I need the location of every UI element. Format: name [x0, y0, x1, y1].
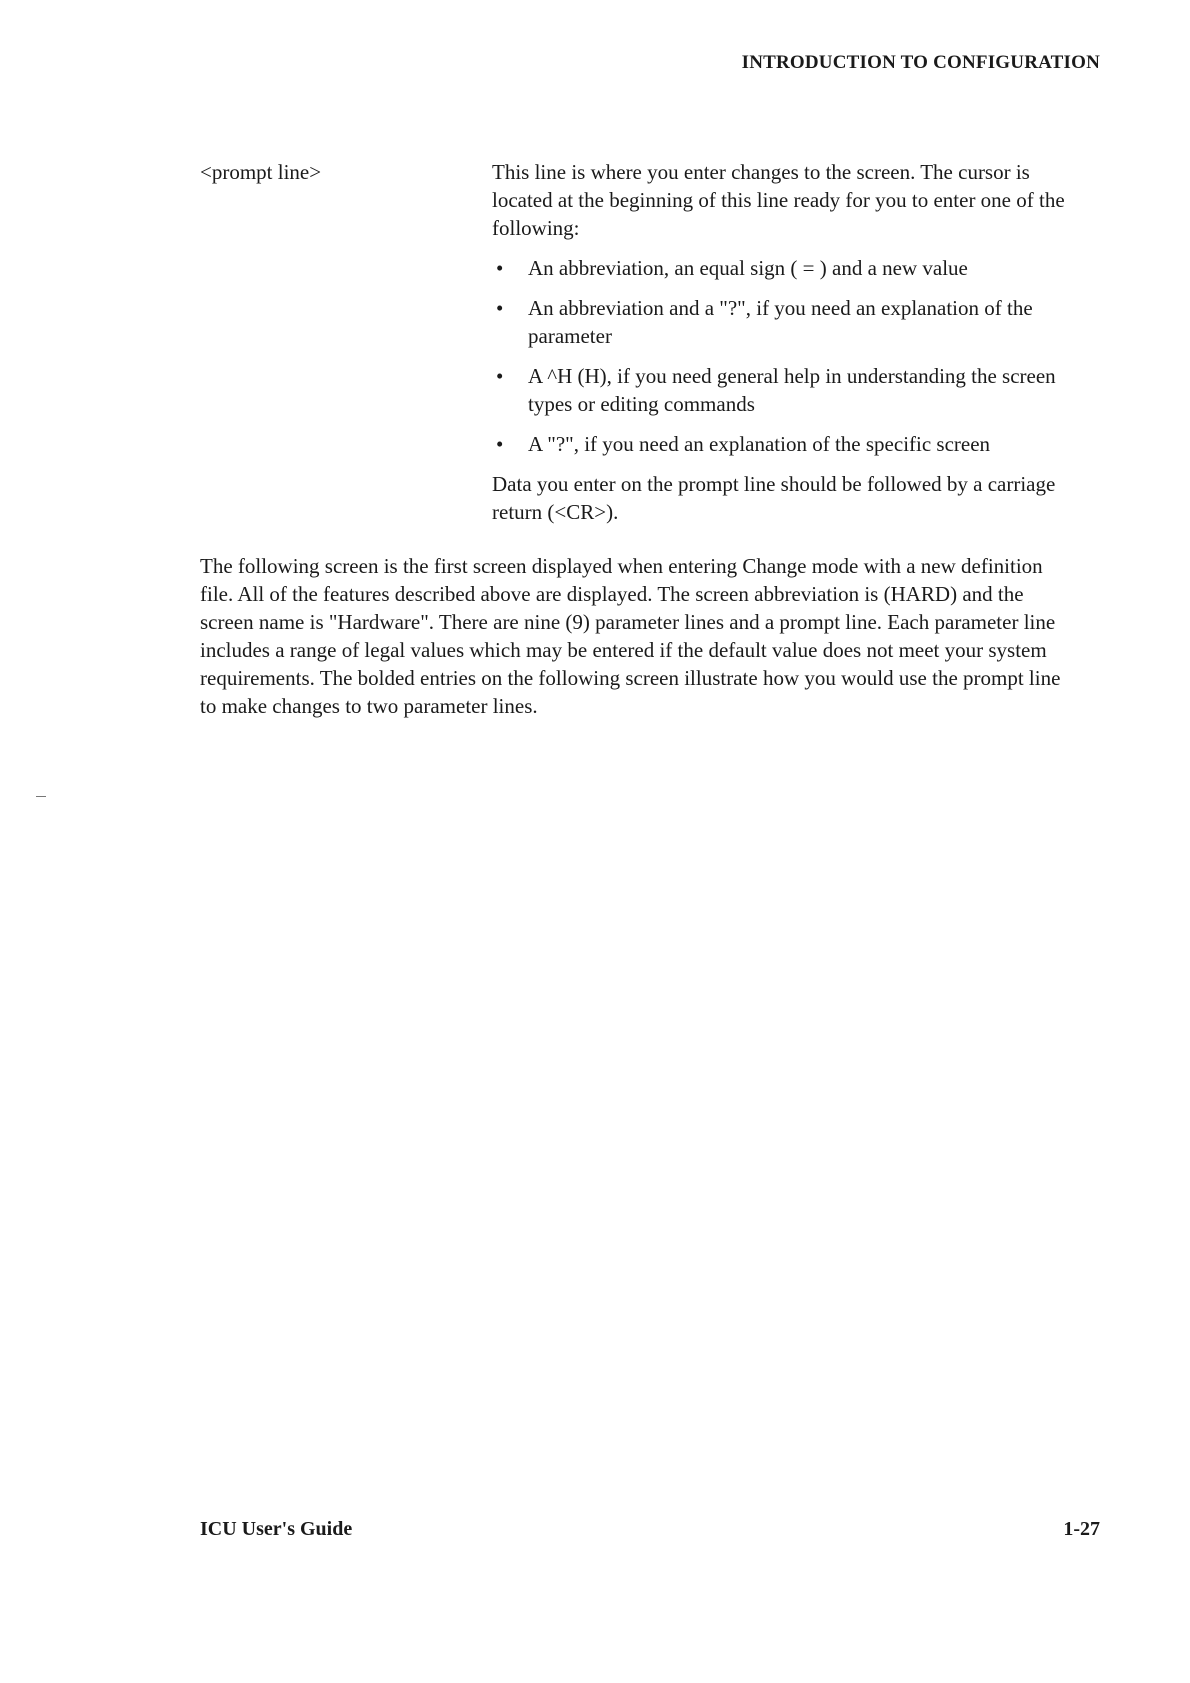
footer-guide-title: ICU User's Guide: [200, 1518, 353, 1540]
list-item: [492, 294, 1072, 350]
margin-mark: [36, 796, 46, 797]
running-header: INTRODUCTION TO CONFIGURATION: [741, 52, 1100, 73]
body-paragraph: The following screen is the first screen displayed when entering Change mode with a new definition file. All of the features described above are displayed. The screen abbreviation is (HARD) and the screen name is "Hardware". There are nine (9) parameter lines and a prompt line. Each parameter line includes a range of legal values which may be entered if the default value does not meet your system requirements. The bolded entries on the following screen illustrate how you would use the prompt line to make changes to two parameter lines.: [200, 554, 1061, 718]
list-item-text: A "?", if you need an explanation of the specific screen: [528, 432, 991, 456]
bullet-icon: •: [496, 296, 504, 320]
definition-closing: Data you enter on the prompt line should be followed by a carriage return (<CR>).: [492, 472, 1056, 524]
option-list: [492, 254, 1072, 458]
definition-intro: This line is where you enter changes to the screen. The cursor is located at the beginning of this line ready for you to enter one of the following:: [492, 160, 1065, 240]
bullet-icon: •: [496, 432, 504, 456]
footer-page-number: 1-27: [1063, 1518, 1100, 1540]
definition-term: <prompt line>: [200, 160, 322, 184]
definition-body: [492, 158, 1072, 538]
bullet-icon: •: [496, 256, 504, 280]
list-item: [492, 254, 1072, 282]
list-item: [492, 362, 1072, 418]
list-item-text: A ^H (H), if you need general help in understanding the screen types or editing commands: [528, 364, 1056, 416]
list-item-text: An abbreviation, an equal sign ( = ) and a new value: [528, 256, 968, 280]
bullet-icon: •: [496, 364, 504, 388]
list-item: [492, 430, 1072, 458]
list-item-text: An abbreviation and a "?", if you need an explanation of the parameter: [528, 296, 1033, 348]
